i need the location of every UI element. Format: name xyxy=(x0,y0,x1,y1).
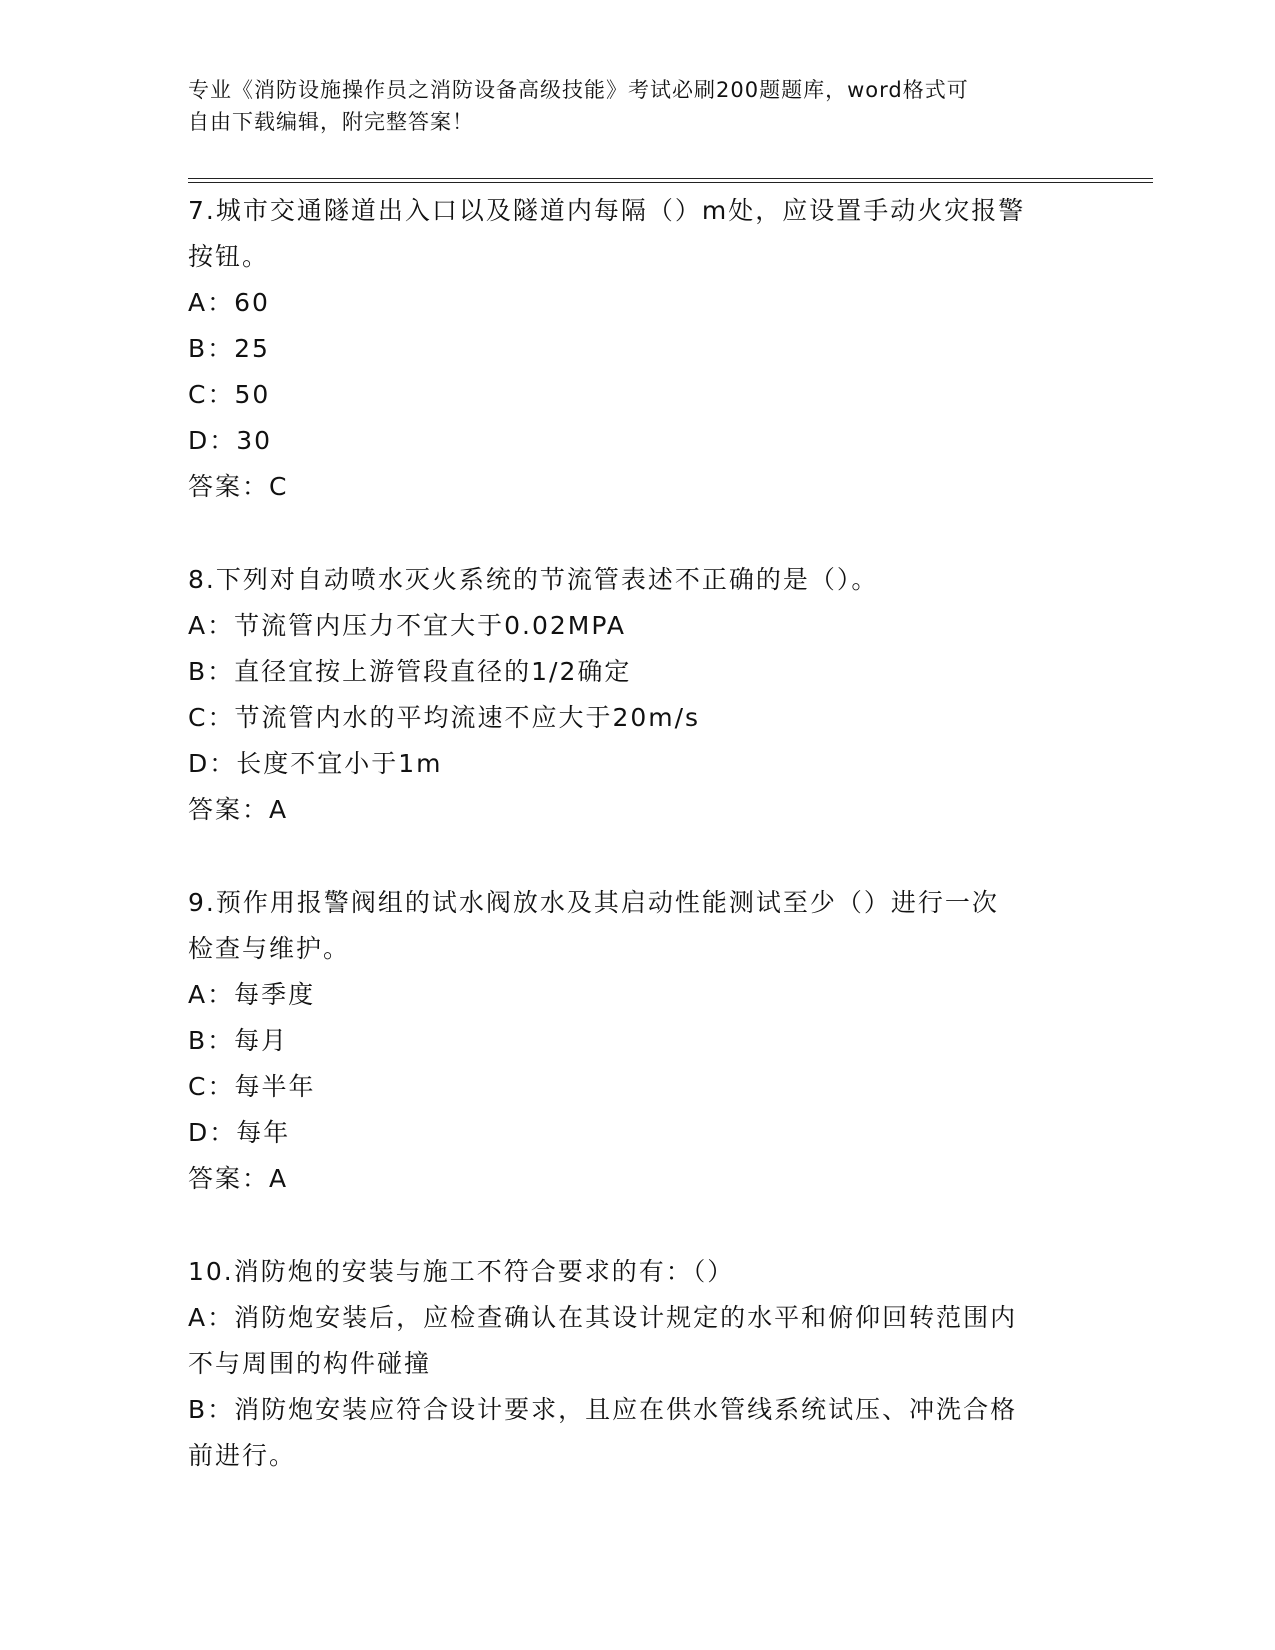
answer-text: 答案：A xyxy=(188,795,289,824)
document-header xyxy=(188,74,1068,138)
option-text: A：每季度 xyxy=(188,980,316,1009)
option-text: B：25 xyxy=(188,334,270,363)
option-text: D：长度不宜小于1m xyxy=(188,749,443,778)
question-list xyxy=(188,188,1088,1526)
header-line-1: 专业《消防设施操作员之消防设备高级技能》考试必刷200题题库，word格式可 xyxy=(188,78,969,102)
answer-text: 答案：C xyxy=(188,472,289,501)
option-text: B：直径宜按上游管段直径的1/2确定 xyxy=(188,657,632,686)
question-text: 8.下列对自动喷水灭火系统的节流管表述不正确的是（）。 xyxy=(188,565,879,594)
option-text: A：节流管内压力不宜大于0.02MPA xyxy=(188,611,626,640)
option-text: C：节流管内水的平均流速不应大于20m/s xyxy=(188,703,701,732)
option-text: D：每年 xyxy=(188,1118,291,1147)
question-block xyxy=(188,1249,1088,1479)
question-text: 检查与维护。 xyxy=(188,934,351,963)
option-text: A：60 xyxy=(188,288,270,317)
question-text: 按钮。 xyxy=(188,242,270,271)
option-text: C：每半年 xyxy=(188,1072,316,1101)
question-text: 7.城市交通隧道出入口以及隧道内每隔（）m处，应设置手动火灾报警 xyxy=(188,196,1026,225)
header-line-2: 自由下载编辑，附完整答案！ xyxy=(188,110,474,134)
option-text: A：消防炮安装后，应检查确认在其设计规定的水平和俯仰回转范围内 xyxy=(188,1303,1018,1332)
option-text: B：消防炮安装应符合设计要求，且应在供水管线系统试压、冲洗合格 xyxy=(188,1395,1018,1424)
question-text: 9.预作用报警阀组的试水阀放水及其启动性能测试至少（）进行一次 xyxy=(188,888,999,917)
question-block xyxy=(188,557,1088,833)
option-text: C：50 xyxy=(188,380,271,409)
answer-text: 答案：A xyxy=(188,1164,289,1193)
option-text: 不与周围的构件碰撞 xyxy=(188,1349,432,1378)
question-text: 10.消防炮的安装与施工不符合要求的有：（） xyxy=(188,1257,735,1286)
question-block xyxy=(188,188,1088,510)
question-block xyxy=(188,880,1088,1202)
option-text: 前进行。 xyxy=(188,1441,297,1470)
option-text: B：每月 xyxy=(188,1026,289,1055)
option-text: D：30 xyxy=(188,426,273,455)
header-divider xyxy=(188,178,1153,183)
